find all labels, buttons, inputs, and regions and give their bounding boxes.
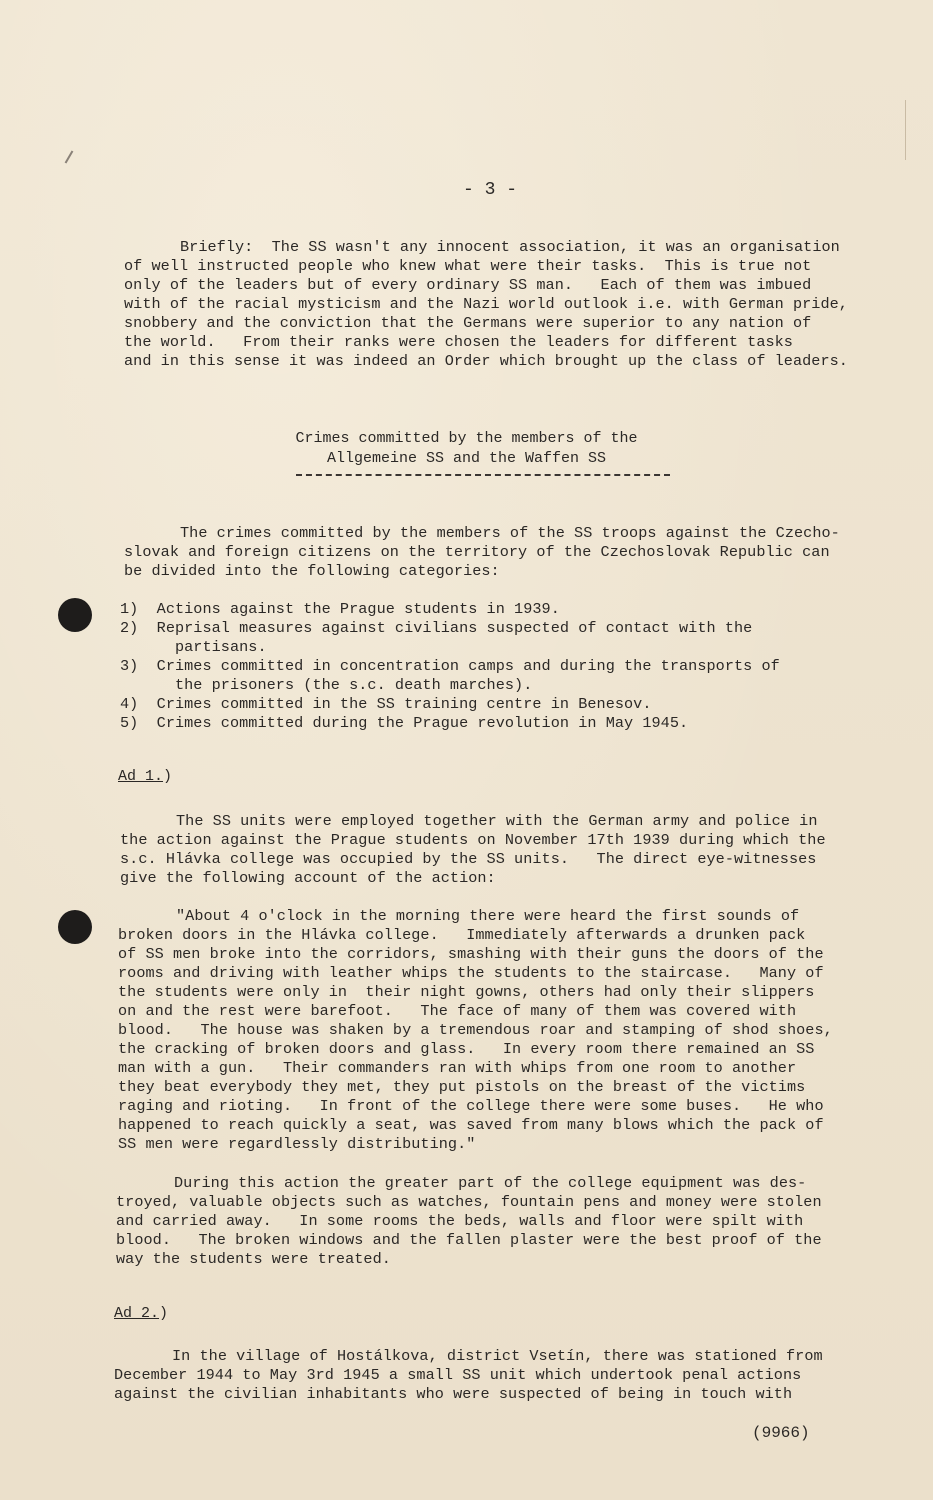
ad1-quote-line: the cracking of broken doors and glass. In every room there remained an SS — [118, 1040, 815, 1058]
category-item: 1) Actions against the Prague students in 1939. — [120, 600, 560, 618]
ad2-paragraph-line: In the village of Hostálkova, district Vsetín, there was stationed from — [172, 1347, 823, 1365]
ad1-label — [118, 768, 172, 785]
ad1-quote-line: of SS men broke into the corridors, smashing with their guns the doors of the — [118, 945, 824, 963]
ad1-label-text: Ad 1. — [118, 768, 164, 785]
ad1-quote-line: they beat everybody they met, they put pistols on the breast of the victims — [118, 1078, 806, 1096]
punch-hole — [58, 910, 92, 944]
ad1-paragraph-line: the action against the Prague students on November 17th 1939 during which the — [120, 831, 826, 849]
ad1-quote-line: "About 4 o'clock in the morning there were heard the first sounds of — [176, 907, 800, 925]
ad1-quote-line: on and the rest were barefoot. The face of many of them was covered with — [118, 1002, 797, 1020]
ad1-quote-line: the students were only in their night gowns, others had only their slippers — [118, 983, 815, 1001]
category-item: 3) Crimes committed in concentration camps and during the transports of — [120, 657, 780, 675]
ad1-aftermath-line: way the students were treated. — [116, 1250, 391, 1268]
ad2-label-text: Ad 2. — [114, 1305, 160, 1322]
ad1-aftermath-line: troyed, valuable objects such as watches, fountain pens and money were stolen — [116, 1193, 822, 1211]
pencil-mark — [65, 150, 74, 163]
intro-line: and in this sense it was indeed an Order which brought up the class of leaders. — [124, 352, 848, 370]
section-intro-line: slovak and foreign citizens on the territory of the Czechoslovak Republic can — [124, 543, 830, 561]
ad1-quote-line: blood. The house was shaken by a tremendous roar and stamping of shod shoes, — [118, 1021, 833, 1039]
intro-line: Briefly: The SS wasn't any innocent association, it was an organisation — [180, 238, 840, 256]
ad1-quote-line: SS men were regardlessly distributing." — [118, 1135, 476, 1153]
section-intro-line: The crimes committed by the members of the SS troops against the Czecho- — [180, 524, 840, 542]
ad1-paragraph-line: give the following account of the action: — [120, 869, 496, 887]
document-code: (9966) — [752, 1424, 810, 1442]
category-item: the prisoners (the s.c. death marches). — [120, 676, 533, 694]
ad1-aftermath-line: During this action the greater part of the college equipment was des- — [174, 1174, 807, 1192]
section-heading-line: Allgemeine SS and the Waffen SS — [326, 450, 607, 467]
ad2-paragraph-line: December 1944 to May 3rd 1945 a small SS unit which undertook penal actions — [114, 1366, 802, 1384]
ad1-quote-line: broken doors in the Hlávka college. Immediately afterwards a drunken pack — [118, 926, 806, 944]
intro-line: the world. From their ranks were chosen the leaders for different tasks — [124, 333, 793, 351]
edge-mark — [905, 100, 906, 160]
ad1-aftermath-line: blood. The broken windows and the fallen plaster were the best proof of the — [116, 1231, 822, 1249]
intro-line: with of the racial mysticism and the Nazi world outlook i.e. with German pride, — [124, 295, 848, 313]
ad1-quote-line: raging and rioting. In front of the college there were some buses. He who — [118, 1097, 824, 1115]
ad2-label — [114, 1305, 168, 1322]
section-heading-line: Crimes committed by the members of the — [295, 430, 638, 447]
ad1-paragraph-line: The SS units were employed together with the German army and police in — [176, 812, 818, 830]
ad2-paragraph-line: against the civilian inhabitants who were suspected of being in touch with — [114, 1385, 793, 1403]
ad1-paragraph-line: s.c. Hlávka college was occupied by the SS units. The direct eye-witnesses — [120, 850, 817, 868]
intro-line: of well instructed people who knew what were their tasks. This is true not — [124, 257, 812, 275]
heading-dashed-rule — [296, 474, 670, 476]
ad1-quote-line: happened to reach quickly a seat, was saved from many blows which the pack of — [118, 1116, 824, 1134]
ad1-aftermath-line: and carried away. In some rooms the beds, walls and floor were spilt with — [116, 1212, 804, 1230]
ad1-quote-line: man with a gun. Their commanders ran with whips from one room to another — [118, 1059, 797, 1077]
intro-line: snobbery and the conviction that the Germans were superior to any nation of — [124, 314, 812, 332]
intro-line: only of the leaders but of every ordinary SS man. Each of them was imbued — [124, 276, 812, 294]
category-item: partisans. — [120, 638, 267, 656]
ad1-quote-line: rooms and driving with leather whips the students to the staircase. Many of — [118, 964, 824, 982]
category-item: 4) Crimes committed in the SS training centre in Benesov. — [120, 695, 652, 713]
section-intro-line: be divided into the following categories: — [124, 562, 500, 580]
category-item: 5) Crimes committed during the Prague revolution in May 1945. — [120, 714, 689, 732]
category-item: 2) Reprisal measures against civilians suspected of contact with the — [120, 619, 753, 637]
ad1-label-paren: ) — [163, 768, 173, 785]
ad2-label-paren: ) — [159, 1305, 169, 1322]
punch-hole — [58, 598, 92, 632]
page-number: - 3 - — [463, 180, 518, 200]
